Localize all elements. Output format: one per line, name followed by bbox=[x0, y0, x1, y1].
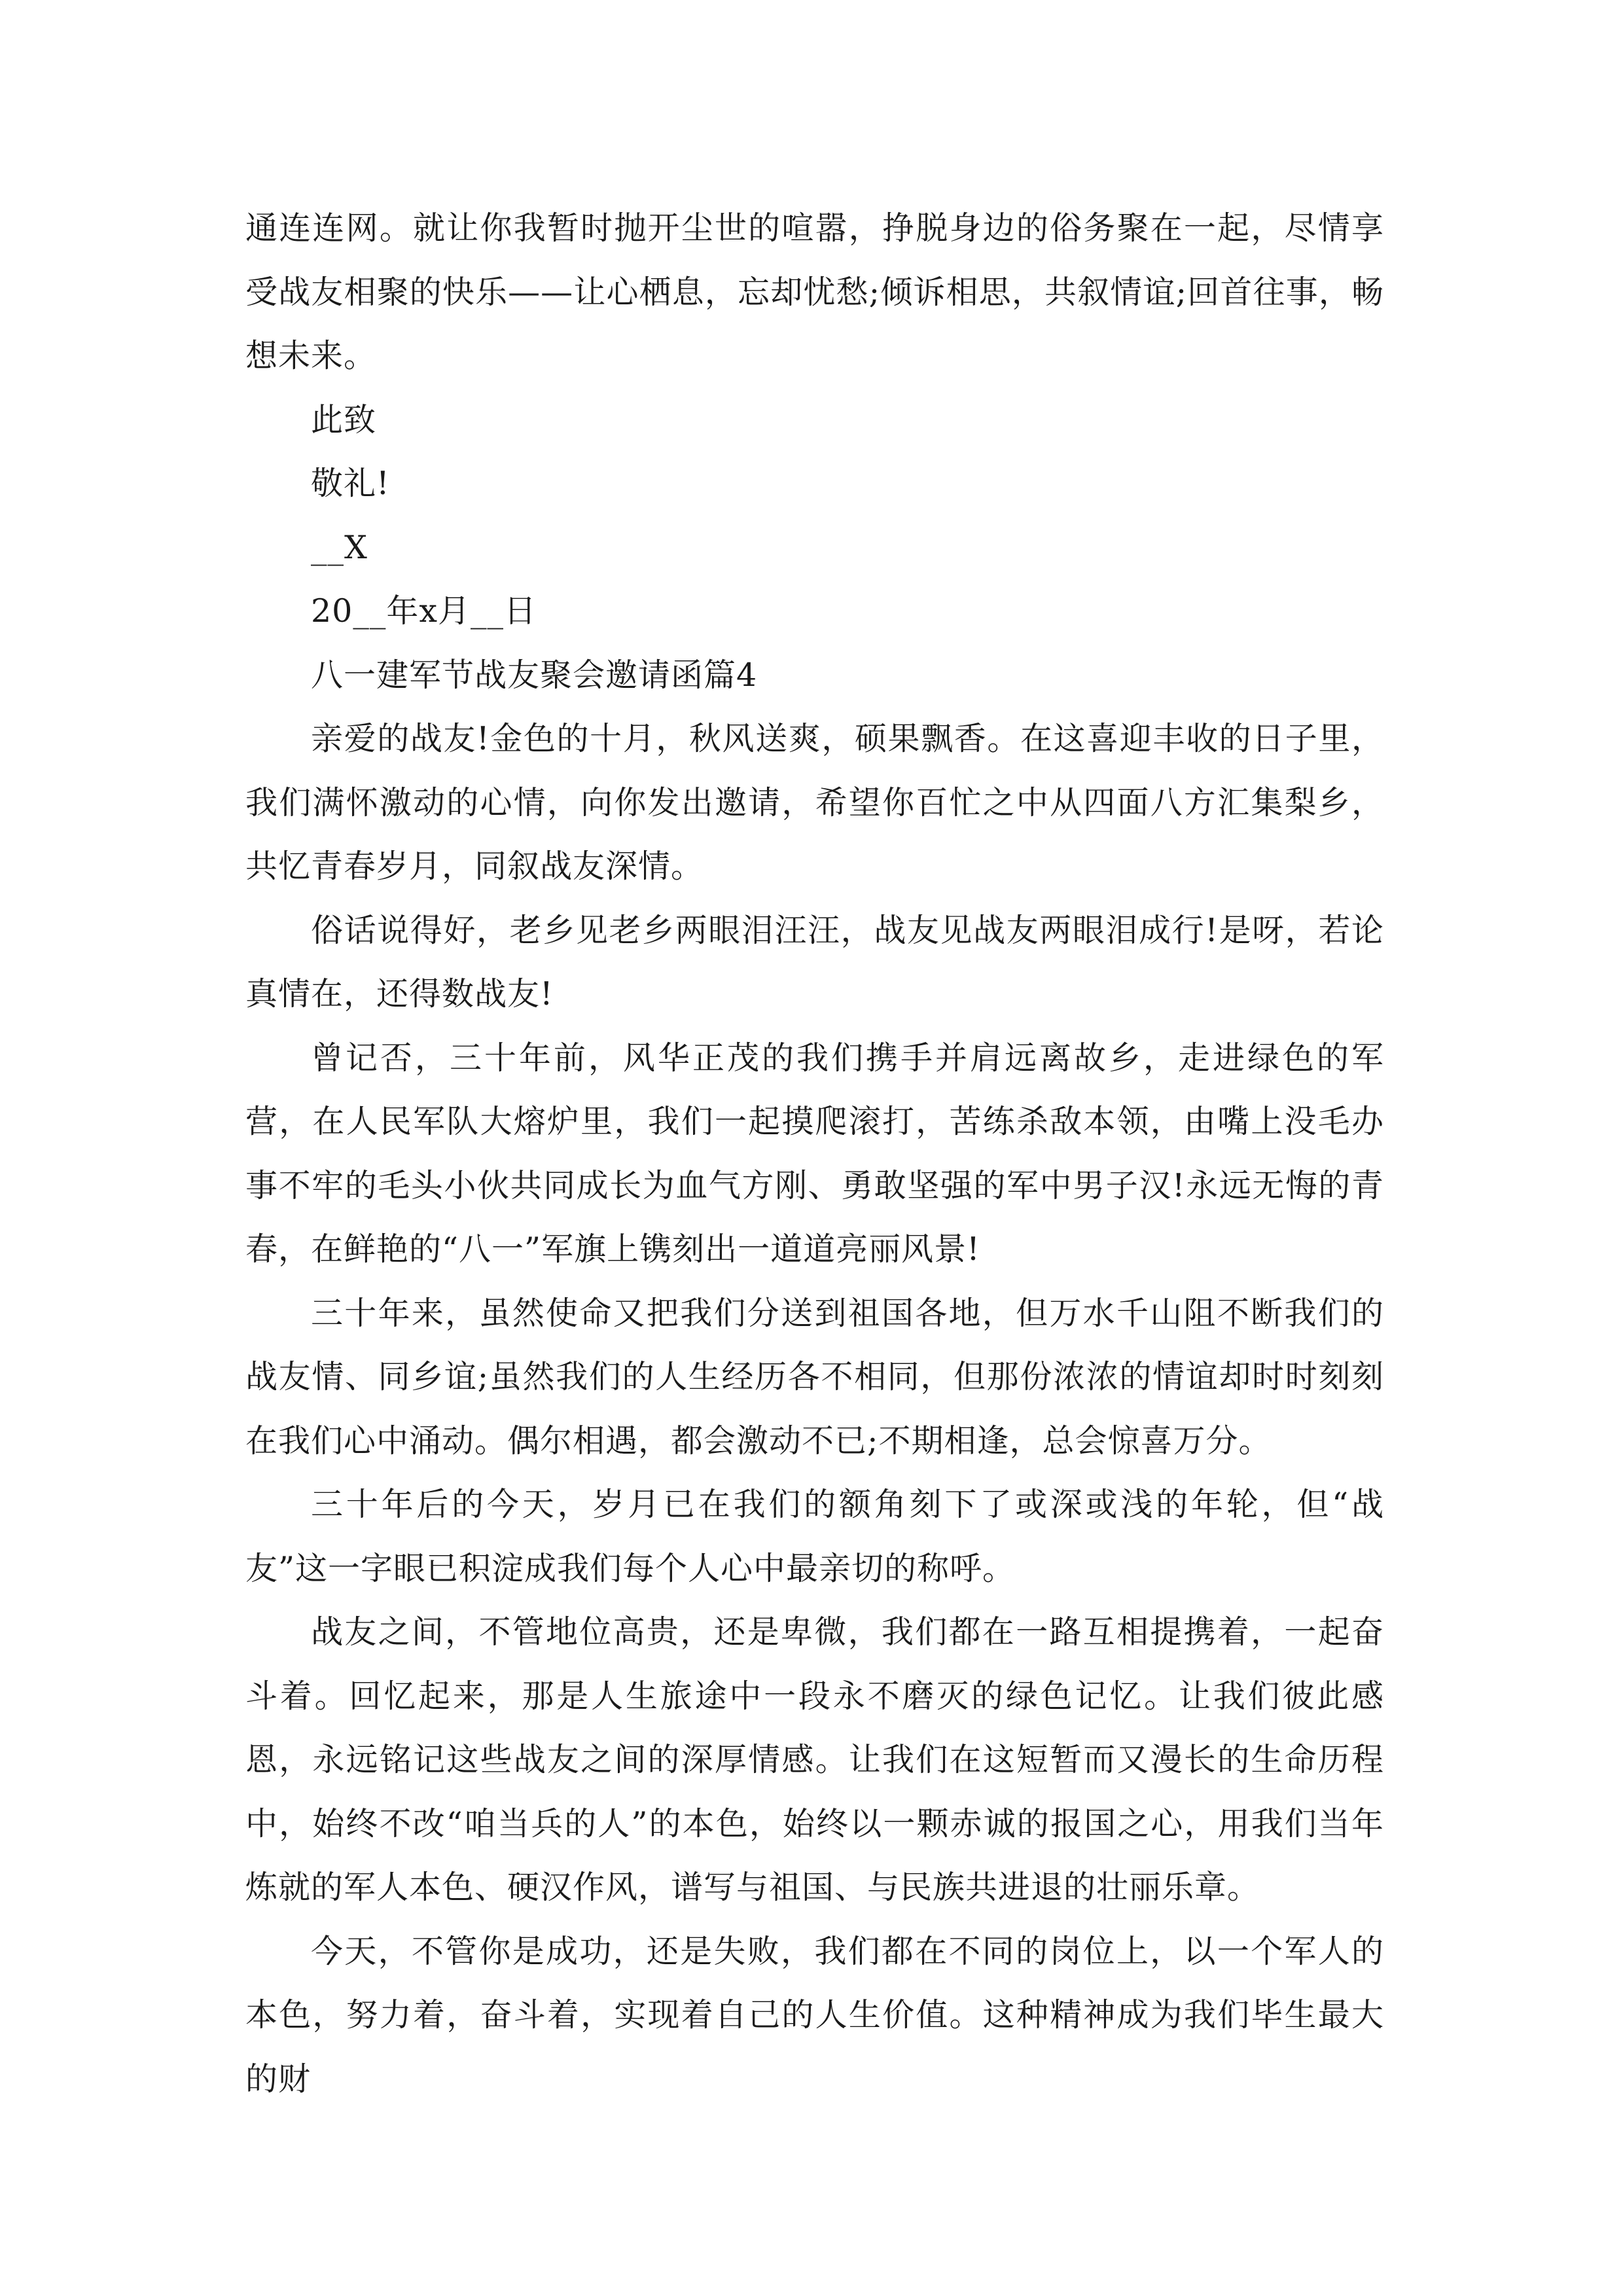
paragraph: 俗话说得好，老乡见老乡两眼泪汪汪，战友见战友两眼泪成行!是呀，若论真情在，还得数战友! bbox=[245, 911, 1384, 1013]
paragraph: 亲爱的战友!金色的十月，秋风送爽，硕果飘香。在这喜迎丰收的日子里，我们满怀激动的心情，向你发出邀请，希望你百忙之中从四面八方汇集梨乡，共忆青春岁月，同叙战友深情。 bbox=[245, 720, 1384, 885]
section-title: 八一建军节战友聚会邀请函篇4 bbox=[311, 656, 758, 694]
date-line: 20__年x月__日 bbox=[311, 592, 537, 630]
paragraph: 三十年来，虽然使命又把我们分送到祖国各地，但万水千山阻不断我们的战友情、同乡谊;虽然我们的人生经历各不相同，但那份浓浓的情谊却时时刻刻在我们心中涌动。偶尔相遇，都会激动不已;不期相逢，总会惊喜万分。 bbox=[245, 1294, 1384, 1460]
paragraph: 战友之间，不管地位高贵，还是卑微，我们都在一路互相提携着，一起奋斗着。回忆起来，那是人生旅途中一段永不磨灭的绿色记忆。让我们彼此感恩，永远铭记这些战友之间的深厚情感。让我们在这短暂而又漫长的生命历程中，始终不改“咱当兵的人”的本色，始终以一颗赤诚的报国之心，用我们当年炼就的军人本色、硬汉作风，谱写与祖国、与民族共进退的壮丽乐章。 bbox=[245, 1613, 1384, 1906]
paragraph: 曾记否，三十年前，风华正茂的我们携手并肩远离故乡，走进绿色的军营，在人民军队大熔炉里，我们一起摸爬滚打，苦练杀敌本领，由嘴上没毛办事不牢的毛头小伙共同成长为血气方刚、勇敢坚强的军中男子汉!永远无悔的青春，在鲜艳的“八一”军旗上镌刻出一道道亮丽风景! bbox=[245, 1039, 1384, 1268]
paragraph: 今天，不管你是成功，还是失败，我们都在不同的岗位上，以一个军人的本色，努力着，奋斗着，实现着自己的人生价值。这种精神成为我们毕生最大的财 bbox=[245, 1932, 1384, 2098]
paragraph: 三十年后的今天，岁月已在我们的额角刻下了或深或浅的年轮，但“战友”这一字眼已积淀成我们每个人心中最亲切的称呼。 bbox=[245, 1486, 1384, 1587]
signature-line: __X bbox=[311, 528, 368, 566]
continued-paragraph: 通连连网。就让你我暂时抛开尘世的喧嚣，挣脱身边的俗务聚在一起，尽情享受战友相聚的快乐——让心栖息，忘却忧愁;倾诉相思，共叙情谊;回首往事，畅想未来。 bbox=[245, 209, 1384, 374]
salute-line: 敬礼! bbox=[311, 465, 390, 502]
document-body bbox=[245, 196, 1384, 2111]
closing-line: 此致 bbox=[311, 401, 377, 439]
